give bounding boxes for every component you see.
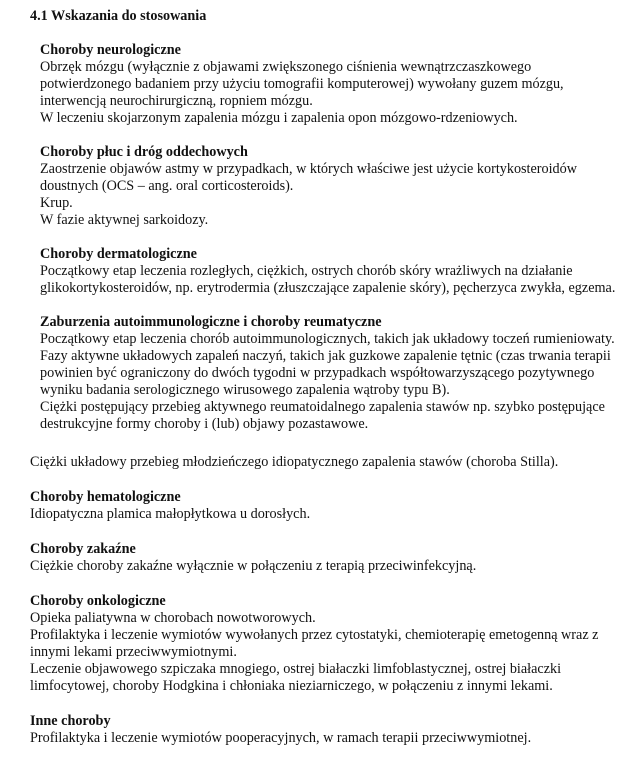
section-heading: 4.1 Wskazania do stosowania (30, 8, 207, 24)
paragraph-line: destrukcyjne formy choroby i (lub) objawy pozastawowe. (40, 416, 369, 432)
paragraph-line: W fazie aktywnej sarkoidozy. (40, 212, 209, 228)
paragraph-line: Obrzęk mózgu (wyłącznie z objawami zwiększonego ciśnienia wewnątrzczaszkowego (40, 59, 532, 75)
paragraph-line: interwencją neurochirurgiczną, ropniem mózgu. (40, 93, 313, 109)
paragraph-line: Profilaktyka i leczenie wymiotów wywołanych przez cytostatyki, chemioterapię emetogenną wraz z (30, 627, 599, 643)
standalone-paragraph: Ciężki układowy przebieg młodzieńczego idiopatycznego zapalenia stawów (choroba Stilla). (30, 454, 559, 470)
subsection-title-neurologiczne: Choroby neurologiczne (40, 42, 181, 58)
paragraph-line: Opieka paliatywna w chorobach nowotworowych. (30, 610, 316, 626)
paragraph-line: Początkowy etap leczenia rozległych, ciężkich, ostrych chorób skóry wrażliwych na działanie (40, 263, 573, 279)
subsection-title-pluc: Choroby płuc i dróg oddechowych (40, 144, 248, 160)
paragraph-line: potwierdzonego badaniem przy użyciu tomografii komputerowej) wywołany guzem mózgu, (40, 76, 564, 92)
paragraph-line: Krup. (40, 195, 73, 211)
paragraph-line: innymi lekami przeciwwymiotnymi. (30, 644, 237, 660)
subsection-title-inne: Inne choroby (30, 713, 111, 729)
paragraph-line: wyniku badania serologicznego wirusowego zapalenia wątroby typu B). (40, 382, 450, 398)
paragraph-line: Fazy aktywne układowych zapaleń naczyń, takich jak guzkowe zapalenie tętnic (czas trwania terapii (40, 348, 611, 364)
paragraph-line: Leczenie objawowego szpiczaka mnogiego, ostrej białaczki limfoblastycznej, ostrej białaczki (30, 661, 562, 677)
paragraph-line: Profilaktyka i leczenie wymiotów pooperacyjnych, w ramach terapii przeciwwymiotnej. (30, 730, 532, 746)
subsection-title-autoimmunologiczne: Zaburzenia autoimmunologiczne i choroby reumatyczne (40, 314, 382, 330)
subsection-title-dermatologiczne: Choroby dermatologiczne (40, 246, 197, 262)
paragraph-line: W leczeniu skojarzonym zapalenia mózgu i zapalenia opon mózgowo-rdzeniowych. (40, 110, 518, 126)
paragraph-line: Idiopatyczna plamica małopłytkowa u dorosłych. (30, 506, 311, 522)
paragraph-line: Ciężkie choroby zakaźne wyłącznie w połączeniu z terapią przeciwinfekcyjną. (30, 558, 477, 574)
subsection-title-zakazne: Choroby zakaźne (30, 541, 136, 557)
paragraph-line: limfocytowej, choroby Hodgkina i chłoniaka nieziarniczego, w połączeniu z innymi lekami. (30, 678, 553, 694)
paragraph-line: Ciężki postępujący przebieg aktywnego reumatoidalnego zapalenia stawów np. szybko postępujące (40, 399, 605, 415)
paragraph-line: powinien być ograniczony do dwóch tygodni w przypadkach współtowarzyszącego pozytywnego (40, 365, 595, 381)
paragraph-line: doustnych (OCS – ang. oral corticosteroids). (40, 178, 294, 194)
paragraph-line: Zaostrzenie objawów astmy w przypadkach, w których właściwe jest użycie kortykosteroidów (40, 161, 577, 177)
subsection-title-onkologiczne: Choroby onkologiczne (30, 593, 166, 609)
subsection-title-hematologiczne: Choroby hematologiczne (30, 489, 181, 505)
paragraph-line: Początkowy etap leczenia chorób autoimmunologicznych, takich jak układowy toczeń rumieniowaty. (40, 331, 615, 347)
paragraph-line: glikokortykosteroidów, np. erytrodermia (złuszczające zapalenie skóry), pęcherzyca zwykła, egzema. (40, 280, 616, 296)
